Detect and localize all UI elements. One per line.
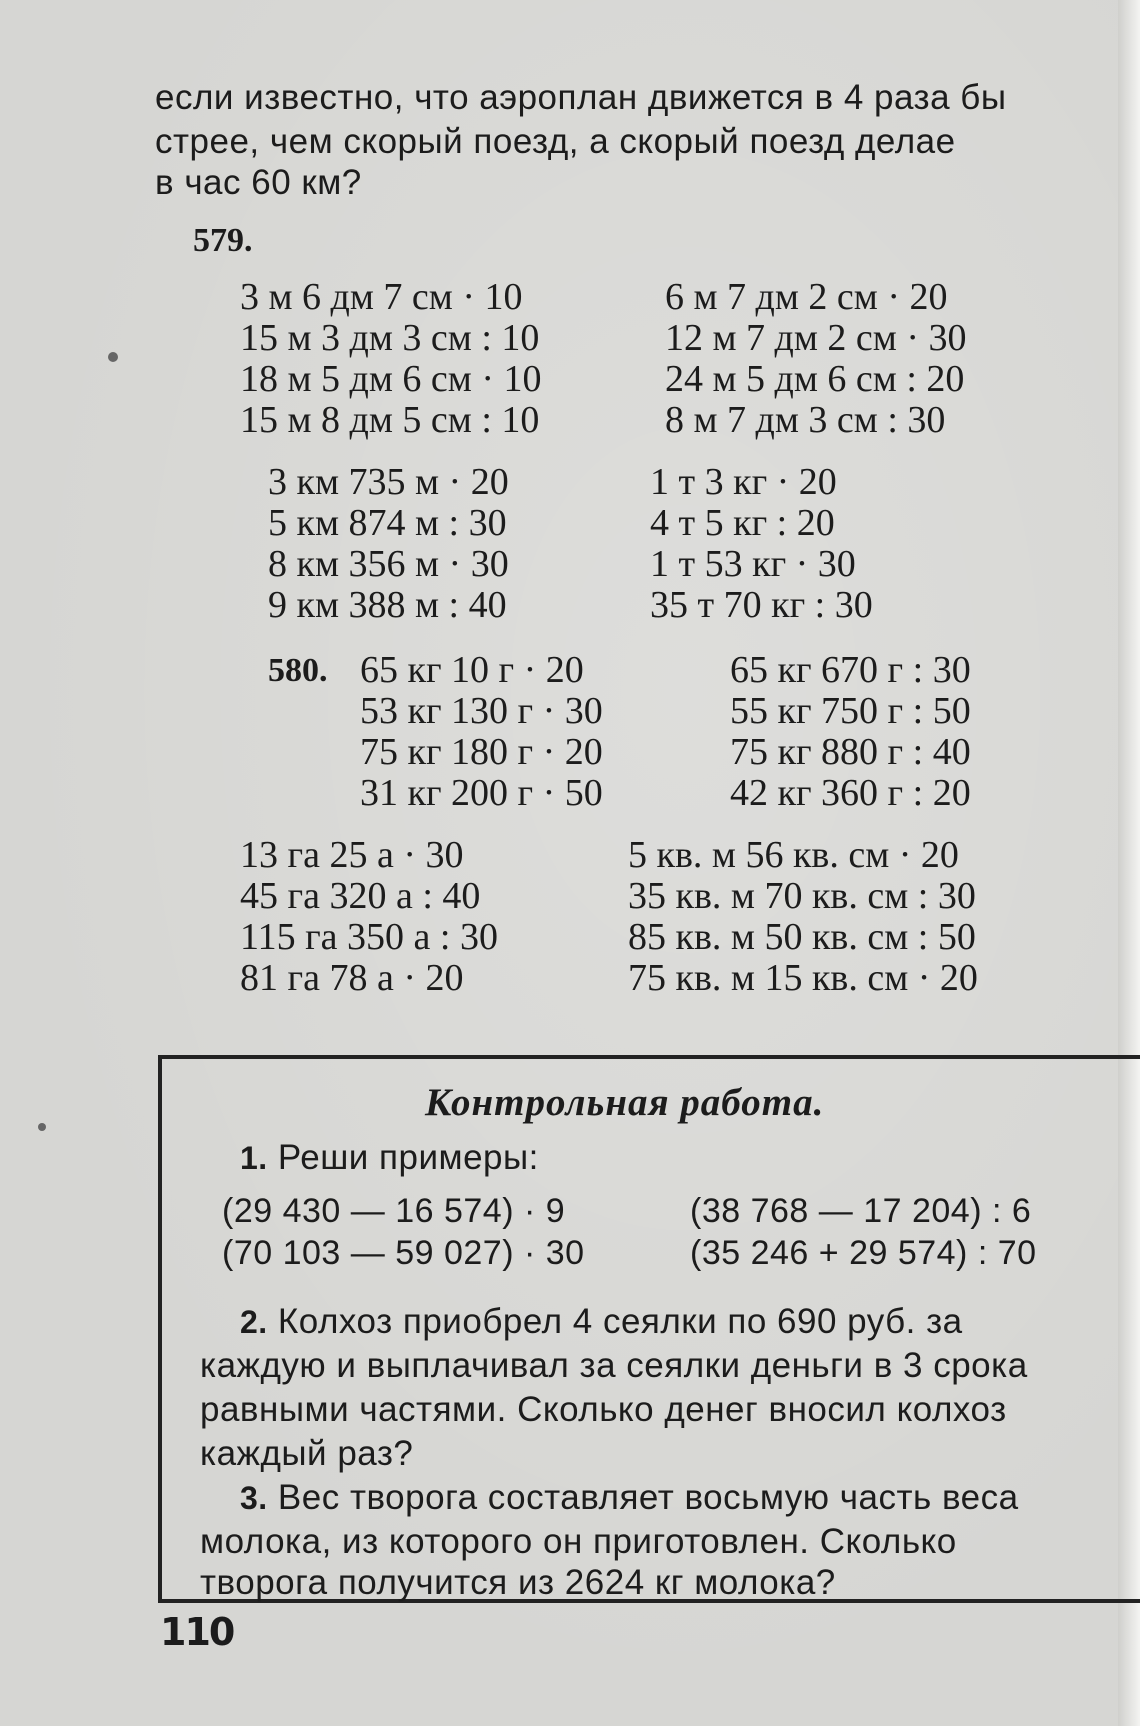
task-1-number: 1. [240, 1140, 268, 1176]
ha-left-1: 13 га 25 а · 30 [240, 834, 464, 876]
task-3-line-3: творога получится из 2624 кг молока? [200, 1563, 836, 1602]
intro-line-3: в час 60 км? [155, 163, 362, 202]
km-left-1: 3 км 735 м · 20 [268, 461, 509, 503]
task-3-number: 3. [240, 1480, 268, 1516]
ha-left-2: 45 га 320 а : 40 [240, 875, 481, 917]
sq-right-2: 35 кв. м 70 кв. см : 30 [628, 875, 976, 917]
task-1-text: Реши примеры: [277, 1138, 539, 1177]
task-2-line-3: равными частями. Сколько денег вносил колхоз [200, 1390, 1007, 1429]
task-2-number: 2. [240, 1304, 268, 1340]
length-right-2: 12 м 7 дм 2 см · 30 [665, 317, 967, 359]
task-3-line-2: молока, из которого он приготовлен. Сколько [200, 1522, 957, 1561]
control-work-title: Контрольная работа. [425, 1081, 825, 1124]
kg-right-4: 42 кг 360 г : 20 [730, 772, 971, 814]
t-right-1: 1 т 3 кг · 20 [650, 461, 837, 503]
length-right-4: 8 м 7 дм 3 см : 30 [665, 399, 946, 441]
page-number: 110 [160, 1610, 234, 1654]
km-left-4: 9 км 388 м : 40 [268, 584, 507, 626]
sq-right-4: 75 кв. м 15 кв. см · 20 [628, 957, 978, 999]
task-1-heading [240, 1138, 539, 1178]
t-right-2: 4 т 5 кг : 20 [650, 502, 835, 544]
task-2-line-1 [240, 1302, 963, 1342]
ha-left-4: 81 га 78 а · 20 [240, 957, 464, 999]
ha-left-3: 115 га 350 а : 30 [240, 916, 498, 958]
kg-left-4: 31 кг 200 г · 50 [360, 772, 603, 814]
t-right-3: 1 т 53 кг · 30 [650, 543, 856, 585]
t-right-4: 35 т 70 кг : 30 [650, 584, 873, 626]
task-2-text: Колхоз приобрел 4 сеялки по 690 руб. за [277, 1302, 963, 1341]
example-right-2: (35 246 + 29 574) : 70 [690, 1234, 1037, 1272]
sq-right-1: 5 кв. м 56 кв. см · 20 [628, 834, 959, 876]
ink-spot [108, 352, 118, 362]
task-3-text: Вес творога составляет восьмую часть веса [277, 1478, 1019, 1517]
kg-left-3: 75 кг 180 г · 20 [360, 731, 603, 773]
sq-right-3: 85 кв. м 50 кв. см : 50 [628, 916, 976, 958]
kg-right-1: 65 кг 670 г : 30 [730, 649, 971, 691]
kg-right-3: 75 кг 880 г : 40 [730, 731, 971, 773]
problem-number-580: 580. [268, 652, 328, 689]
kg-left-2: 53 кг 130 г · 30 [360, 690, 603, 732]
length-right-3: 24 м 5 дм 6 см : 20 [665, 358, 965, 400]
km-left-2: 5 км 874 м : 30 [268, 502, 507, 544]
example-left-1: (29 430 — 16 574) · 9 [222, 1192, 566, 1230]
kg-right-2: 55 кг 750 г : 50 [730, 690, 971, 732]
length-right-1: 6 м 7 дм 2 см · 20 [665, 276, 948, 318]
task-3-line-1 [240, 1478, 1019, 1518]
problem-number-579: 579. [193, 222, 253, 259]
ink-spot [38, 1123, 46, 1131]
task-2-line-2: каждую и выплачивал за сеялки деньги в 3 срока [200, 1346, 1028, 1385]
km-left-3: 8 км 356 м · 30 [268, 543, 509, 585]
length-left-2: 15 м 3 дм 3 см : 10 [240, 317, 540, 359]
task-2-line-4: каждый раз? [200, 1434, 414, 1473]
intro-line-2: стрее, чем скорый поезд, а скорый поезд делае [155, 122, 956, 161]
length-left-4: 15 м 8 дм 5 см : 10 [240, 399, 540, 441]
example-left-2: (70 103 — 59 027) · 30 [222, 1234, 585, 1272]
length-left-3: 18 м 5 дм 6 см · 10 [240, 358, 542, 400]
kg-left-1: 65 кг 10 г · 20 [360, 649, 584, 691]
example-right-1: (38 768 — 17 204) : 6 [690, 1192, 1032, 1230]
intro-line-1: если известно, что аэроплан движется в 4 раза бы [155, 78, 1007, 117]
length-left-1: 3 м 6 дм 7 см · 10 [240, 276, 523, 318]
